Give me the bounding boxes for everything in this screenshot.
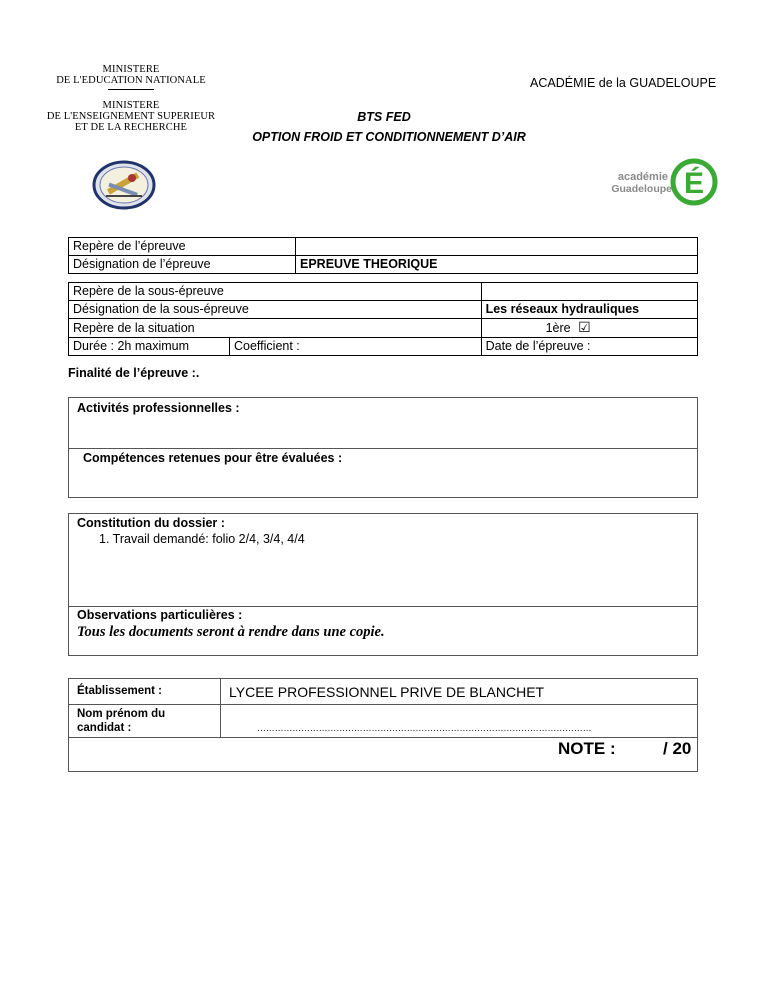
sous-epreuve-table: [68, 282, 698, 356]
repere-sous-epreuve-label: Repère de la sous-épreuve: [69, 283, 482, 301]
school-emblem-logo: [92, 160, 156, 210]
etablissement-label: Établissement :: [77, 685, 162, 697]
designation-sous-epreuve-label: Désignation de la sous-épreuve: [69, 301, 482, 319]
activites-label: Activités professionnelles :: [77, 401, 240, 415]
nom-label-line1: Nom prénom du: [77, 708, 166, 720]
candidat-col-divider: [220, 679, 221, 737]
ministry1-line1: MINISTERE: [102, 64, 160, 75]
repere-situation-value: [481, 319, 697, 338]
ministry2-line3: ET DE LA RECHERCHE: [74, 122, 188, 133]
activites-divider: [69, 448, 697, 449]
candidat-box: [68, 678, 698, 772]
exam-title: BTS FED: [357, 110, 411, 124]
dossier-box: [68, 513, 698, 656]
candidat-row-divider-2: [69, 737, 697, 738]
ministry1-line2: DE L'EDUCATION NATIONALE: [56, 75, 206, 86]
note-label: NOTE :: [558, 739, 616, 758]
epreuve-table: [68, 237, 698, 274]
situation-value: 1ère: [545, 321, 571, 335]
ministry-divider: [108, 89, 154, 90]
repere-situation-label: Repère de la situation: [69, 319, 482, 338]
dossier-divider: [69, 606, 697, 607]
ministry-education-block: [48, 64, 214, 86]
nom-label-line2: candidat :: [77, 722, 132, 734]
note-value: / 20: [663, 739, 692, 758]
observations-text: Tous les documents seront à rendre dans une copie.: [77, 624, 385, 640]
repere-epreuve-label: Repère de l’épreuve: [69, 238, 296, 256]
designation-epreuve-label: Désignation de l’épreuve: [69, 256, 296, 274]
ministry2-line1: MINISTERE: [102, 100, 160, 111]
coefficient-label: Coefficient :: [230, 338, 482, 356]
constitution-label: Constitution du dossier :: [77, 516, 225, 530]
logo-letter: É: [683, 167, 705, 200]
observations-label: Observations particulières :: [77, 608, 243, 622]
date-epreuve-label: Date de l’épreuve :: [481, 338, 697, 356]
nom-candidat-field[interactable]: ……………………………………………………………………………………………………: [257, 723, 592, 733]
academie-guadeloupe-logo: [611, 154, 718, 206]
repere-epreuve-value[interactable]: [296, 238, 698, 256]
ministry2-line2: DE L'ENSEIGNEMENT SUPERIEUR: [46, 111, 216, 122]
etablissement-value: LYCEE PROFESSIONNEL PRIVE DE BLANCHET: [229, 684, 545, 700]
academie-label: ACADÉMIE de la GUADELOUPE: [530, 76, 717, 90]
designation-epreuve-value: EPREUVE THEORIQUE: [296, 256, 698, 274]
activites-box: [68, 397, 698, 498]
candidat-row-divider-1: [69, 704, 697, 705]
dossier-item-1: 1. Travail demandé: folio 2/4, 3/4, 4/4: [99, 532, 305, 546]
logo-text-line2: Guadeloupe: [611, 183, 672, 195]
designation-sous-epreuve-value: Les réseaux hydrauliques: [481, 301, 697, 319]
logo-text-line1: académie: [617, 171, 668, 183]
competences-label: Compétences retenues pour être évaluées :: [83, 451, 343, 465]
duree-label: Durée : 2h maximum: [69, 338, 230, 356]
finalite-label: Finalité de l’épreuve :.: [68, 366, 200, 380]
checkbox-checked-icon[interactable]: ☑: [578, 319, 591, 335]
repere-sous-epreuve-value[interactable]: [481, 283, 697, 301]
exam-subtitle: OPTION FROID ET CONDITIONNEMENT D’AIR: [252, 130, 526, 144]
nom-label: [77, 707, 165, 735]
